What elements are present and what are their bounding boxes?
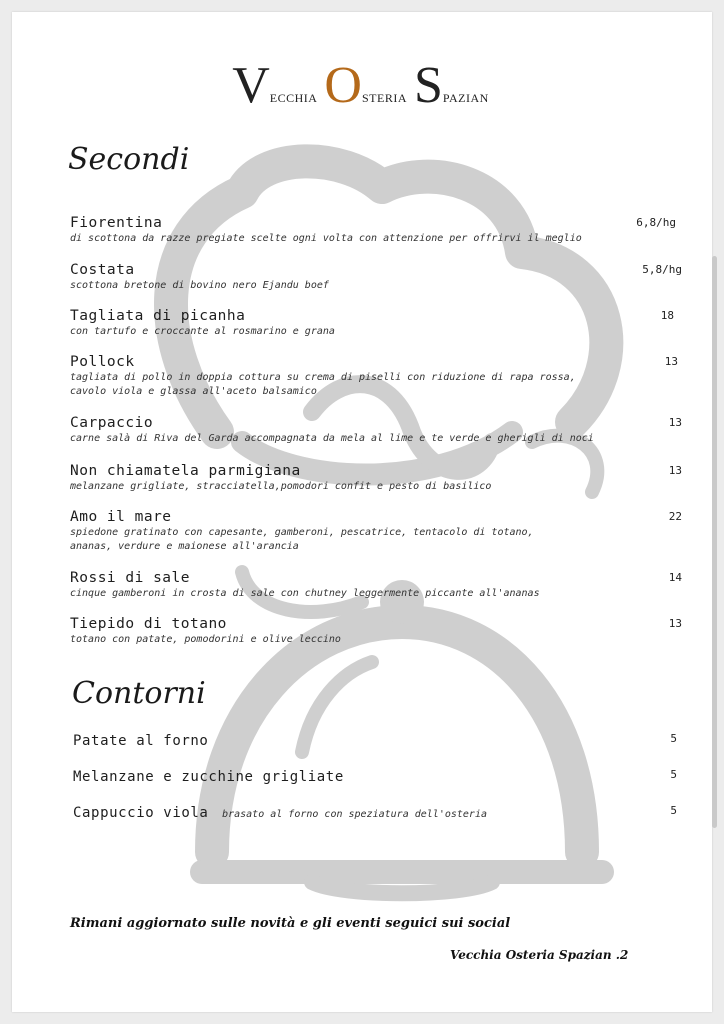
item-description: spiedone gratinato con capesante, gamberoni, pescatrice, tentacolo di totano, bbox=[70, 527, 534, 538]
item-description: melanzane grigliate, stracciatella,pomodori confit e pesto di basilico bbox=[70, 481, 492, 492]
item-name: Fiorentina bbox=[70, 215, 163, 231]
item-name: Amo il mare bbox=[70, 509, 172, 525]
restaurant-signature: Vecchia Osteria Spazian .2 bbox=[450, 948, 629, 962]
logo-initial-v: V bbox=[232, 57, 270, 114]
restaurant-logo bbox=[12, 57, 712, 114]
item-price: 13 bbox=[668, 617, 682, 630]
side-dish bbox=[73, 766, 693, 785]
side-name: Patate al forno bbox=[73, 733, 209, 749]
menu-page bbox=[12, 12, 712, 1012]
contorni-title: Contorni bbox=[72, 676, 206, 711]
item-description: totano con patate, pomodorini e olive leccino bbox=[70, 634, 341, 645]
menu-item bbox=[70, 414, 694, 446]
menu-item bbox=[70, 462, 694, 494]
logo-initial-o: O bbox=[324, 57, 362, 114]
menu-item bbox=[70, 615, 694, 647]
side-dish bbox=[73, 802, 693, 821]
item-price: 6,8/hg bbox=[636, 216, 676, 229]
item-price: 22 bbox=[668, 510, 682, 523]
item-description: cinque gamberoni in crosta di sale con chutney leggermente piccante all'ananas bbox=[70, 588, 540, 599]
menu-item bbox=[70, 569, 694, 601]
item-description: di scottona da razze pregiate scelte ogni volta con attenzione per offrirvi il meglio bbox=[70, 233, 582, 244]
item-name: Tiepido di totano bbox=[70, 616, 227, 632]
item-description: carne salà di Riva del Garda accompagnata da mela al lime e te verde e gherigli di noci bbox=[70, 433, 594, 444]
item-name: Carpaccio bbox=[70, 415, 154, 431]
side-name: Melanzane e zucchine grigliate bbox=[73, 769, 344, 785]
item-name: Rossi di sale bbox=[70, 570, 190, 586]
item-description: con tartufo e croccante al rosmarino e grana bbox=[70, 326, 335, 337]
item-name: Non chiamatela parmigiana bbox=[70, 463, 301, 479]
menu-item bbox=[70, 214, 694, 246]
item-price: 18 bbox=[660, 309, 674, 322]
item-price: 5,8/hg bbox=[642, 263, 682, 276]
logo-initial-s: S bbox=[413, 57, 443, 114]
side-name: Cappuccio viola bbox=[73, 805, 209, 821]
menu-item bbox=[70, 508, 694, 554]
item-name: Costata bbox=[70, 262, 135, 278]
item-description-line-2: cavolo viola e glassa all'aceto balsamico bbox=[70, 386, 317, 397]
item-description-line-2: ananas, verdure e maionese all'arancia bbox=[70, 541, 299, 552]
item-description: scottona bretone di bovino nero Ejandu boef bbox=[70, 280, 329, 291]
secondi-title: Secondi bbox=[68, 142, 190, 177]
logo-word-1: ECCHIA bbox=[269, 91, 318, 105]
item-description: tagliata di pollo in doppia cottura su crema di piselli con riduzione di rapa rossa, bbox=[70, 372, 576, 383]
side-dish bbox=[73, 730, 693, 749]
logo-word-2: STERIA bbox=[361, 91, 407, 105]
side-price: 5 bbox=[670, 804, 677, 817]
scrollbar[interactable] bbox=[712, 256, 717, 828]
item-price: 13 bbox=[664, 355, 678, 368]
item-price: 13 bbox=[668, 464, 682, 477]
side-note: brasato al forno con speziatura dell'osteria bbox=[222, 809, 487, 820]
menu-item bbox=[70, 353, 694, 399]
side-price: 5 bbox=[670, 768, 677, 781]
logo-word-3: PAZIAN bbox=[442, 91, 489, 105]
item-name: Tagliata di picanha bbox=[70, 308, 246, 324]
item-name: Pollock bbox=[70, 354, 135, 370]
item-price: 14 bbox=[668, 571, 682, 584]
social-message: Rimani aggiornato sulle novità e gli eventi seguici sui social bbox=[70, 916, 511, 931]
menu-item bbox=[70, 307, 694, 339]
item-price: 13 bbox=[668, 416, 682, 429]
menu-item bbox=[70, 261, 694, 293]
side-price: 5 bbox=[670, 732, 677, 745]
